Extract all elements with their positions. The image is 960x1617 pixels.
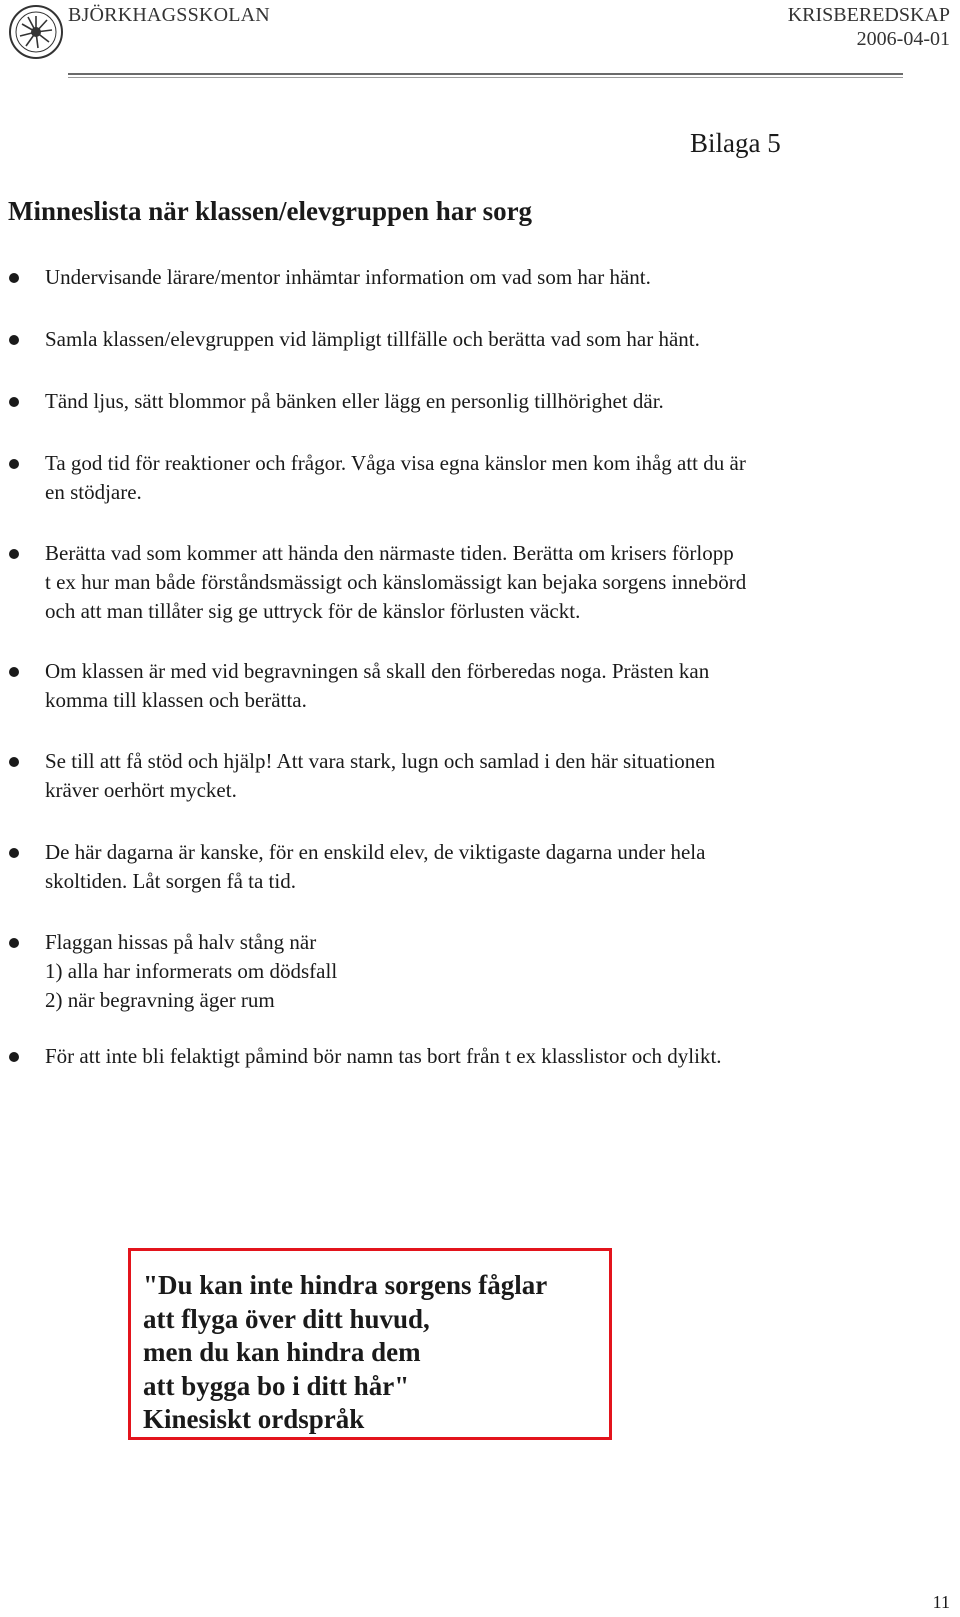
appendix-label: Bilaga 5 <box>690 128 781 158</box>
bullet-dot <box>9 273 19 283</box>
list-item-line: Berätta vad som kommer att hända den närmaste tiden. Berätta om krisers förlopp <box>45 541 734 565</box>
bullet-dot <box>9 549 19 559</box>
bullet-dot <box>9 459 19 469</box>
list-item-line: komma till klassen och berätta. <box>45 688 307 712</box>
list-item-text <box>45 657 905 715</box>
quote-line: att flyga över ditt huvud, <box>143 1303 430 1334</box>
header-rule <box>68 73 903 75</box>
bullet-dot <box>9 335 19 345</box>
quote-line: men du kan hindra dem <box>143 1337 421 1367</box>
list-item-line: Om klassen är med vid begravningen så skall den förberedas noga. Prästen kan <box>45 659 710 683</box>
list-item-line: För att inte bli felaktigt påmind bör namn tas bort från t ex klasslistor och dylikt. <box>45 1044 722 1068</box>
quote-line: "Du kan inte hindra sorgens fåglar <box>143 1270 548 1300</box>
quote-box <box>128 1248 612 1440</box>
list-item-text <box>45 928 905 1015</box>
list-item-text <box>45 449 905 507</box>
quote-line: Kinesiskt ordspråk <box>143 1404 365 1434</box>
page-heading: Minneslista när klassen/elevgruppen har sorg <box>8 196 533 226</box>
bullet-dot <box>9 757 19 767</box>
bullet-dot <box>9 848 19 858</box>
list-item-line: en stödjare. <box>45 480 142 504</box>
list-item-line: De här dagarna är kanske, för en enskild elev, de viktigaste dagarna under hela <box>45 840 706 864</box>
list-item-line: 2) när begravning äger rum <box>45 988 275 1012</box>
bullet-dot <box>9 667 19 677</box>
list-item-line: 1) alla har informerats om dödsfall <box>45 959 338 983</box>
quote-line: att bygga bo i ditt hår" <box>143 1370 410 1401</box>
list-item-line: Tänd ljus, sätt blommor på bänken eller lägg en personlig tillhörighet där. <box>45 389 664 413</box>
list-item-line: skoltiden. Låt sorgen få ta tid. <box>45 869 296 893</box>
bullet-dot <box>9 1052 19 1062</box>
school-logo <box>8 4 64 60</box>
list-item-line: Flaggan hissas på halv stång när <box>45 930 317 954</box>
document-title: KRISBEREDSKAP <box>787 4 950 26</box>
list-item-text <box>45 539 905 626</box>
list-item-line: Se till att få stöd och hjälp! Att vara stark, lugn och samlad i den här situationen <box>45 749 716 773</box>
quote-text <box>143 1269 547 1437</box>
list-item-text <box>45 325 905 354</box>
list-item-text <box>45 838 905 896</box>
header-rule-thin <box>68 77 903 78</box>
document-date: 2006-04-01 <box>856 28 950 50</box>
list-item-line: Undervisande lärare/mentor inhämtar information om vad som har hänt. <box>45 265 651 289</box>
list-item-text <box>45 387 905 416</box>
bullet-dot <box>9 397 19 407</box>
page-number: 11 <box>932 1592 950 1612</box>
list-item-line: Samla klassen/elevgruppen vid lämpligt tillfälle och berätta vad som har hänt. <box>45 327 700 351</box>
list-item-text <box>45 263 905 292</box>
list-item-line: t ex hur man både förståndsmässigt och känslomässigt kan bejaka sorgens innebörd <box>45 570 747 594</box>
page-header <box>0 0 960 80</box>
list-item-text <box>45 747 905 805</box>
school-name: BJÖRKHAGSSKOLAN <box>68 4 270 26</box>
list-item-line: och att man tillåter sig ge uttryck för de känslor förlusten väckt. <box>45 599 581 623</box>
bullet-dot <box>9 938 19 948</box>
list-item-line: kräver oerhört mycket. <box>45 778 237 802</box>
list-item-line: Ta god tid för reaktioner och frågor. Våga visa egna känslor men kom ihåg att du är <box>45 451 746 475</box>
list-item-text <box>45 1042 905 1071</box>
